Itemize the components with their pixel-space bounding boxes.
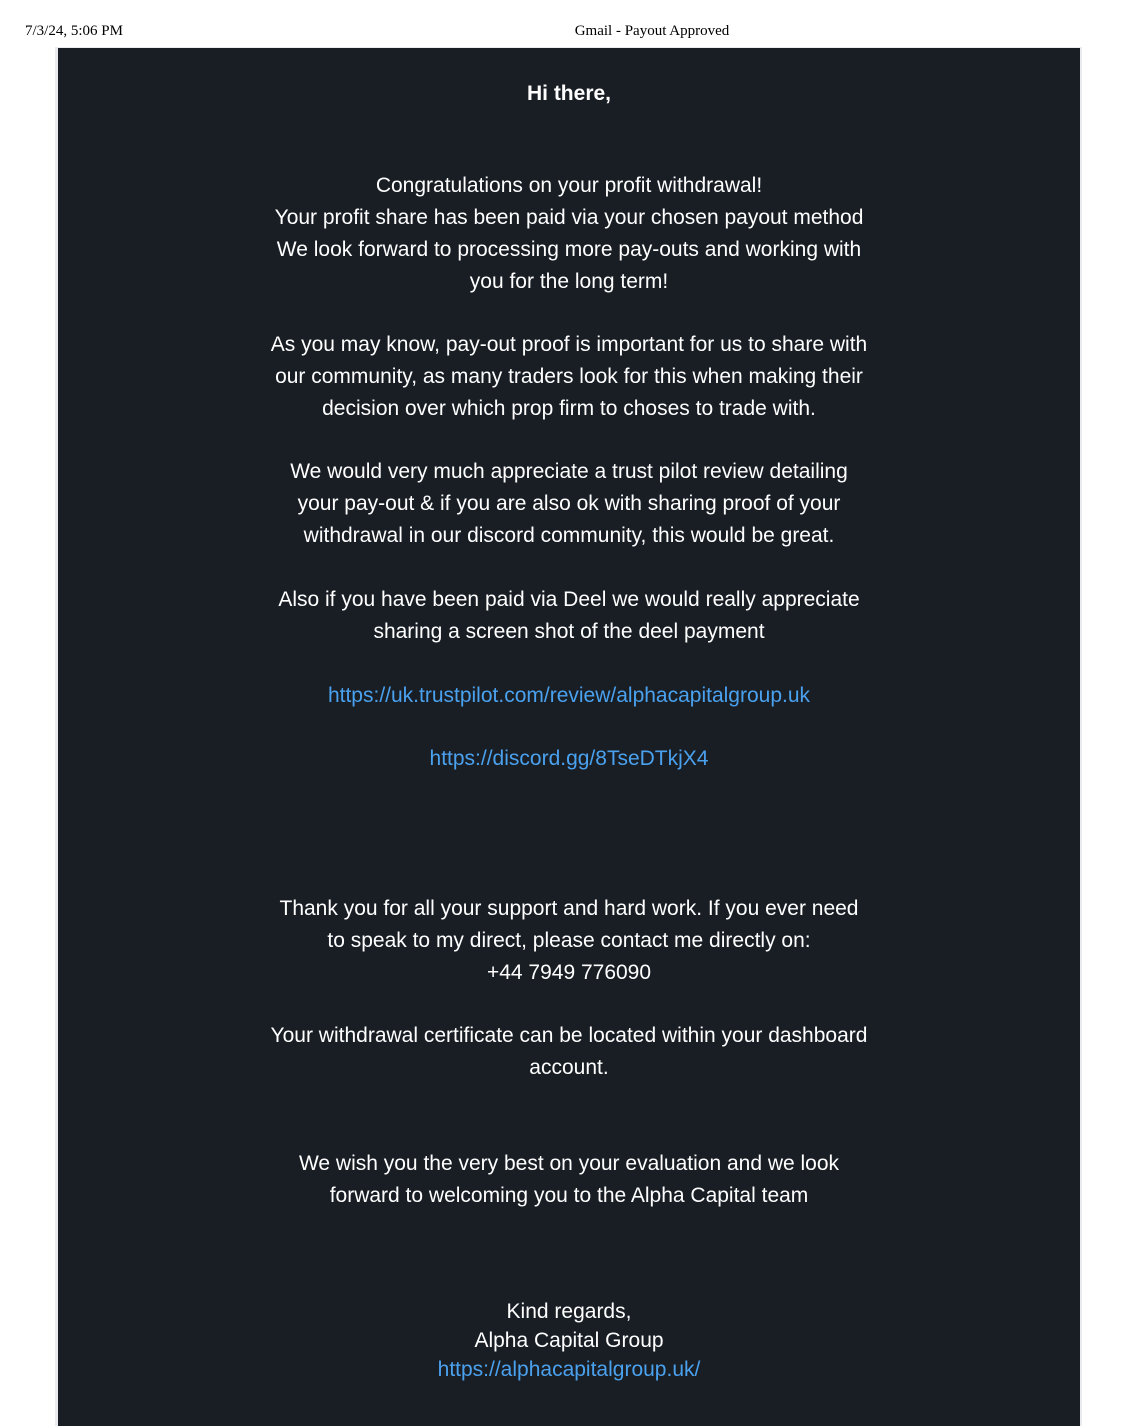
- signature-name: Alpha Capital Group: [474, 1329, 664, 1352]
- intro-line-look-forward: We look forward to processing more pay-outs and working with you for the long term!: [276, 238, 862, 293]
- email-content: [269, 48, 869, 1426]
- signature-block: [269, 1297, 869, 1384]
- trustpilot-link-row: [269, 680, 869, 712]
- support-paragraph: [269, 893, 869, 989]
- deel-paragraph: Also if you have been paid via Deel we would really appreciate sharing a screen shot of the deel payment: [278, 588, 860, 643]
- review-paragraph: We would very much appreciate a trust pilot review detailing your pay-out & if you are also ok with sharing proof of your withdrawal in our discord community, this would be great.: [290, 460, 848, 547]
- intro-paragraph: [269, 170, 869, 298]
- email-greeting: Hi there,: [526, 82, 612, 105]
- discord-link-row: [269, 743, 869, 775]
- certificate-paragraph: Your withdrawal certificate can be located within your dashboard account.: [270, 1024, 868, 1079]
- wish-paragraph: We wish you the very best on your evaluation and we look forward to welcoming you to the Alpha Capital team: [298, 1152, 840, 1207]
- trustpilot-link[interactable]: https://uk.trustpilot.com/review/alphacapitalgroup.uk: [327, 684, 811, 707]
- print-header: [0, 0, 1125, 48]
- intro-line-payout-method: Your profit share has been paid via your chosen payout method: [274, 206, 864, 229]
- support-text: Thank you for all your support and hard work. If you ever need to speak to my direct, please contact me directly on:: [279, 897, 859, 952]
- website-link[interactable]: https://alphacapitalgroup.uk/: [437, 1358, 701, 1381]
- email-body: [58, 48, 1080, 1426]
- intro-line-congratulations: Congratulations on your profit withdrawal!: [375, 174, 763, 197]
- signoff: Kind regards,: [506, 1300, 632, 1323]
- print-page-title: Gmail - Payout Approved: [574, 23, 730, 39]
- proof-paragraph: As you may know, pay-out proof is important for us to share with our community, as many traders look for this when making their decision over which prop firm to choses to trade with.: [270, 333, 868, 420]
- discord-link[interactable]: https://discord.gg/8TseDTkjX4: [429, 747, 709, 770]
- support-phone-number: +44 7949 776090: [486, 961, 652, 984]
- print-timestamp: 7/3/24, 5:06 PM: [25, 23, 123, 39]
